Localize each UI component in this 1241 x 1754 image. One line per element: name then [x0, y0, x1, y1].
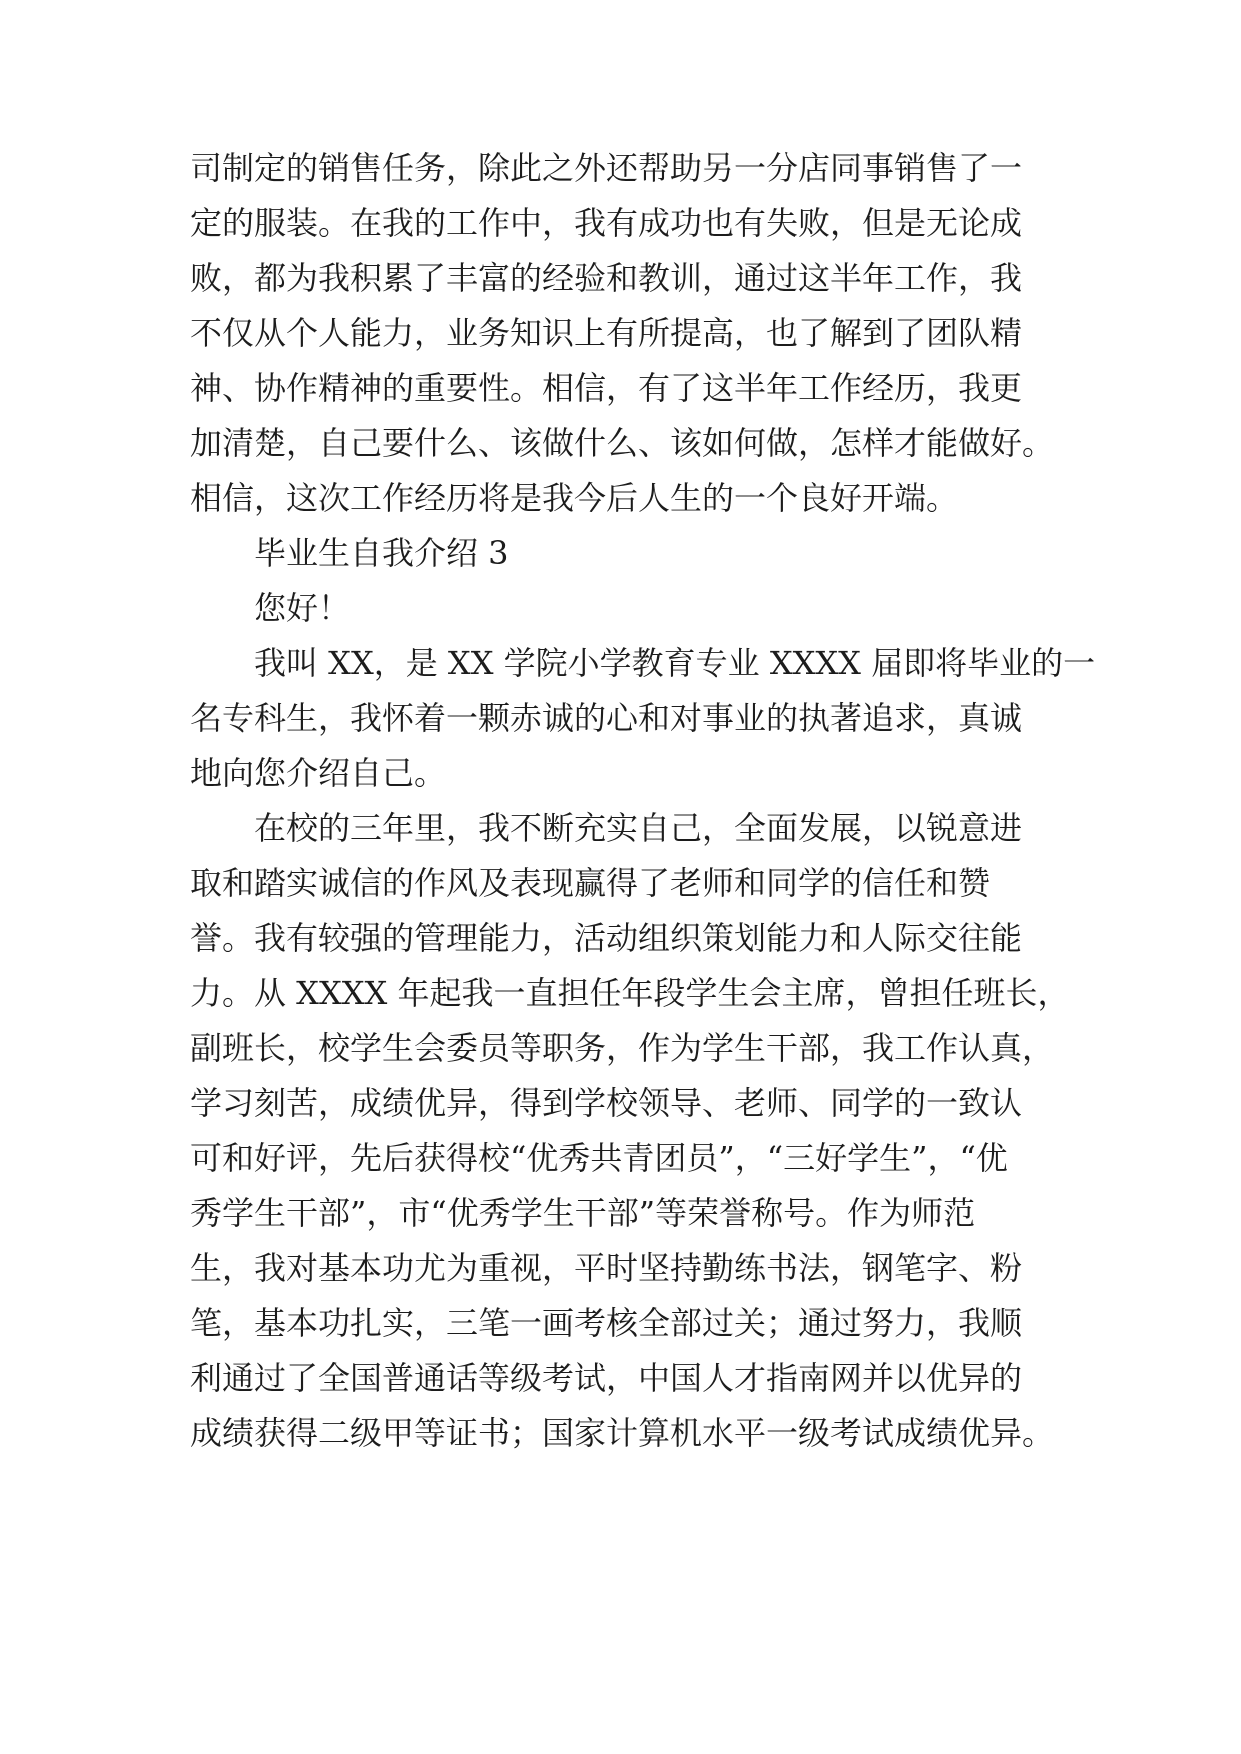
text-line: 笔，基本功扎实，三笔一画考核全部过关；通过努力，我顺 [190, 1304, 1023, 1342]
text-line: 定的服装。在我的工作中，我有成功也有失败，但是无论成 [190, 204, 1023, 242]
text-line: 成绩获得二级甲等证书；国家计算机水平一级考试成绩优异。 [190, 1414, 1055, 1452]
text-line: 地向您介绍自己。 [190, 754, 447, 792]
text-line: 我叫 XX，是 XX 学院小学教育专业 XXXX 届即将毕业的一 [254, 644, 1096, 682]
text-line: 不仅从个人能力，业务知识上有所提高，也了解到了团队精 [190, 314, 1023, 352]
text-line: 在校的三年里，我不断充实自己，全面发展，以锐意进 [254, 809, 1023, 847]
text-line: 名专科生，我怀着一颗赤诚的心和对事业的执著追求，真诚 [190, 699, 1023, 737]
text-line: 秀学生干部”，市“优秀学生干部”等荣誉称号。作为师范 [190, 1194, 976, 1232]
text-line: 生，我对基本功尤为重视，平时坚持勤练书法，钢笔字、粉 [190, 1249, 1023, 1287]
section-heading: 毕业生自我介绍 3 [254, 534, 509, 572]
text-line: 加清楚，自己要什么、该做什么、该如何做，怎样才能做好。 [190, 424, 1055, 462]
text-line: 副班长，校学生会委员等职务，作为学生干部，我工作认真， [190, 1029, 1055, 1067]
text-line: 神、协作精神的重要性。相信，有了这半年工作经历，我更 [190, 369, 1023, 407]
text-line: 学习刻苦，成绩优异，得到学校领导、老师、同学的一致认 [190, 1084, 1023, 1122]
text-line: 取和踏实诚信的作风及表现赢得了老师和同学的信任和赞 [190, 864, 991, 902]
text-line: 力。从 XXXX 年起我一直担任年段学生会主席，曾担任班长， [190, 974, 1070, 1012]
text-line: 司制定的销售任务，除此之外还帮助另一分店同事销售了一 [190, 149, 1023, 187]
greeting: 您好！ [254, 589, 351, 627]
text-line: 可和好评，先后获得校“优秀共青团员”，“三好学生”，“优 [190, 1139, 1008, 1177]
text-line: 誉。我有较强的管理能力，活动组织策划能力和人际交往能 [190, 919, 1023, 957]
text-line: 败，都为我积累了丰富的经验和教训，通过这半年工作，我 [190, 259, 1023, 297]
text-line: 相信，这次工作经历将是我今后人生的一个良好开端。 [190, 479, 959, 517]
text-line: 利通过了全国普通话等级考试，中国人才指南网并以优异的 [190, 1359, 1023, 1397]
